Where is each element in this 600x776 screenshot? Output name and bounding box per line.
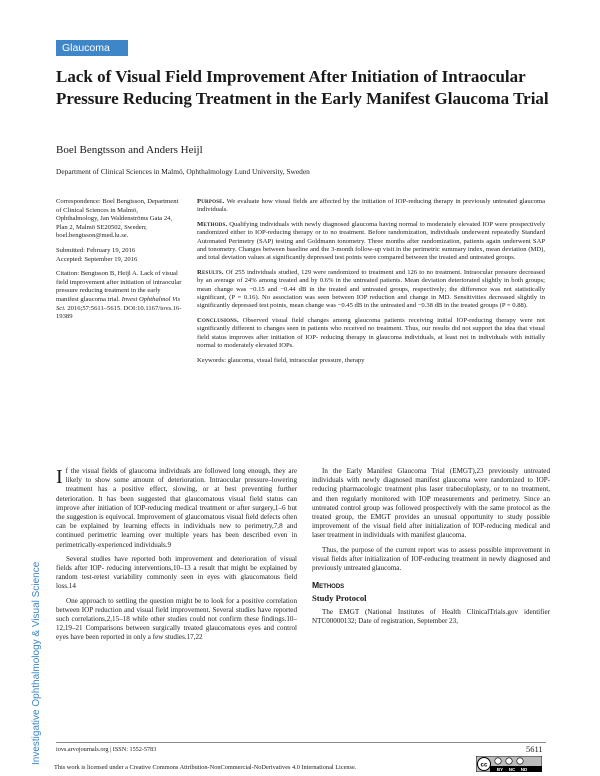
license-text: This work is licensed under a Creative Commons Attribution-NonCommercial-NoDerivatives 4.0 International License. [54, 764, 357, 771]
article-title: Lack of Visual Field Improvement After Initiation of Intraocular Pressure Reducing Treatment in the Early Manifest Glaucoma Trial [56, 67, 549, 108]
methods-heading: Methods [312, 580, 345, 591]
by-label: BY [496, 767, 504, 772]
citation-ref: 2016;57:5611–5615. DOI:10.1167/iovs.16-19389 [56, 304, 182, 321]
results-label: Results. [197, 268, 224, 276]
citation-journal: Invest Ophthalmol Vis Sci. [56, 295, 181, 312]
accepted-date: Accepted: September 19, 2016 [56, 255, 138, 263]
methods-text: Qualifying individuals with newly diagnosed glaucoma having normal to moderately elevated IOP were prospectively randomized either to IOP-reducing therapy or to no treatment. Before randomization, individuals underwent repeatedly Standard Automated Perimetry (SAP) testing and Goldmann tonometry. Three months after randomization, patients again underwent SAP and tonometry. Changes between baseline and the 3-month follow-up visit in the perimetric summary index, mean deviation (MD), and total deviation values at significantly depressed test points were compared between the treated and untreated groups. [197, 220, 545, 262]
purpose-text: We evaluate how visual fields are affected by the initiation of IOP-reducing therapy in previously untreated glaucoma individuals. [197, 198, 545, 214]
methods-label: Methods. [197, 220, 228, 228]
study-protocol-heading: Study Protocol [312, 593, 367, 604]
drop-cap: I [56, 466, 63, 488]
intro-paragraph-5: Thus, the purpose of the current report was to assess possible improvement in visual fields after initialization of IOP-reducing treatment in newly diagnosed and previously untreated glaucoma. [312, 545, 550, 573]
noderivatives-icon [517, 758, 523, 764]
intro-paragraph-2: Several studies have reported both improvement and deterioration of visual fields after IOP- reducing interventions,10–13 a result that might be explained by random test-retest variability commonly seen in eyes with glaucomatous field loss.14 [56, 554, 297, 591]
noncommercial-icon [506, 758, 512, 764]
intro-paragraph-1: f the visual fields of glaucoma individuals are followed long enough, they are likely to show some amount of deterioration. Intraocular pressure–lowering treatment has a positive effect, slowing, or at best preventing further deterioration. It has been suggested that glaucomatous visual field status can improve after initiation of IOP-reducing medical treatment or after surgery,1–6 but the suggestion is equivocal. Improvement of glaucomatous visual field defects often can be explained by learning effects in individuals new to perimetry,7,8 and continued perimetric learning over multiple years has been described even in perimetrically-experienced individuals.9 [56, 467, 297, 549]
body-column-right [312, 467, 550, 631]
methods-paragraph-1: The EMGT (National Institutes of Health ClinicalTrials.gov identifier NTC00000132; Date of registration, September 23, [312, 607, 550, 625]
authors: Boel Bengtsson and Anders Heijl [56, 144, 203, 156]
sidebar-info [56, 198, 182, 328]
citation [56, 270, 182, 322]
journal-vertical-label [30, 475, 42, 765]
correspondence: Correspondence: Boel Bengtsson, Department of Clinical Sciences in Malmö, Ophthalmology, Jan Waldenströms Gata 24, Plan 2, Malmö SE20502, Sweden; boel.bengtsson@med.lu.se. [56, 198, 179, 240]
attribution-icon [495, 758, 501, 764]
page-number: 5611 [526, 744, 543, 754]
cc-license-badge[interactable] [476, 756, 542, 772]
intro-paragraph-4: In the Early Manifest Glaucoma Trial (EMGT),23 previously untreated individuals with newly diagnosed manifest glaucoma were randomized to IOP-reducing pharmacologic treatment plus laser trabeculoplasty, or to no treatment, and then regularly monitored with IOP measurements and perimetry. Since an untreated control group was followed prospectively with the same protocol as the treated group, the EMGT provides an unusual opportunity to study possible improvement of the visual field after initialization of IOP-reducing medical and laser treatment in individuals with manifest glaucoma. [312, 467, 550, 540]
abstract [197, 198, 545, 371]
citation-text: Citation: Bengtsson B, Heijl A. Lack of visual field improvement after initiation of intraocular pressure reducing treatment in the early manifest glaucoma trial. [56, 270, 182, 303]
nc-label: NC [508, 767, 516, 772]
conclusions-label: Conclusions. [197, 316, 239, 324]
journal-name: Investigative Ophthalmology & Visual Science [31, 561, 42, 765]
nd-label: ND [520, 767, 528, 772]
journal-footer[interactable]: iovs.arvojournals.org | ISSN: 1552-5783 [56, 746, 157, 753]
affiliation: Department of Clinical Sciences in Malmö, Ophthalmology Lund University, Sweden [56, 167, 310, 176]
body-column-left [56, 467, 297, 648]
purpose-label: Purpose. [197, 198, 225, 205]
conclusions-text: Observed visual field changes among glaucoma patients receiving initial IOP-reducing therapy were not significantly different to changes seen in patients who received no treatment. Thus, our results did not support the idea that visual field status improves after initiation of IOP- reducing therapy in glaucoma individuals, at least not in individuals with initially normal to moderately elevated IOPs. [197, 316, 545, 350]
cc-logo-text: cc [480, 761, 488, 769]
submitted-date: Submitted: February 19, 2016 [56, 246, 136, 254]
keywords: Keywords: glaucoma, visual field, intraocular pressure, therapy [197, 356, 365, 364]
results-text: Of 255 individuals studied, 129 were randomized to treatment and 126 to no treatment. Intraocular pressure decreased by an average of 24% among treated and by 0.6% in the untreated patients. Mean deviation deteriorated slightly in both groups; mean change was −0.15 and −0.44 dB in the treated and untreated groups, respectively; the difference was not statistically significant, (P = 0.16). No association was seen between IOP reduction and change in MD. Sensitivities decreased slightly in significantly depressed test points, mean change was −0.45 dB in the untreated and −0.38 dB in the treated groups (P = 0.88). [197, 268, 545, 310]
section-tag: Glaucoma [56, 40, 128, 56]
footer-rule [56, 742, 546, 743]
intro-paragraph-3: One approach to settling the question might be to look for a positive correlation between IOP reduction and visual field improvement. Several studies have reported such correlations,2,15–18 while other studies could not confirm these findings.10–12,19–21 Comparisons between surgically treated glaucomatous eyes and control eyes have been reported in only a few studies.17,22 [56, 596, 297, 642]
